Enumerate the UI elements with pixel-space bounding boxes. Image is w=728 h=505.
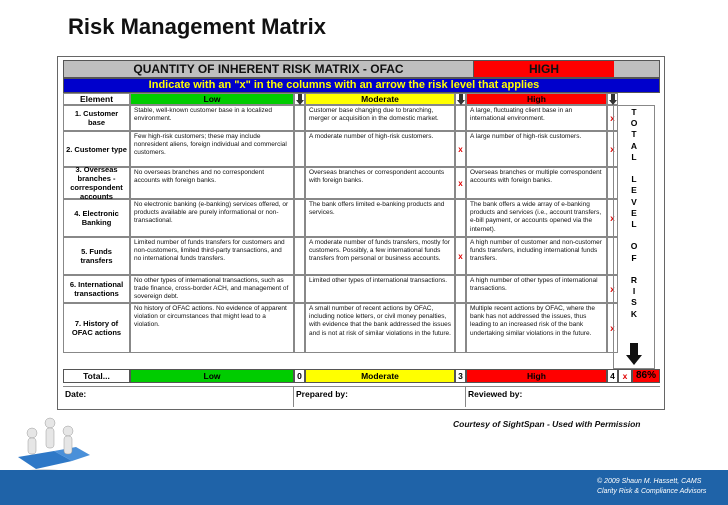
matrix-heading-bar [63, 60, 660, 78]
row-low-mark[interactable] [294, 131, 305, 167]
row-high-mark[interactable]: x [607, 275, 618, 303]
row-high-desc: Overseas branches or multiple correspondent accounts with foreign banks. [466, 167, 607, 199]
row-element: 1. Customer base [63, 105, 130, 131]
row-low-mark[interactable] [294, 199, 305, 237]
down-arrow-icon [626, 343, 642, 365]
row-low-desc: Limited number of funds transfers for customers and non-customers, limited third-party transactions, and no international funds transfers. [130, 237, 294, 275]
page-title: Risk Management Matrix [68, 14, 326, 39]
total-row [63, 369, 660, 383]
row-moderate-desc: A moderate number of funds transfers, mostly for customers. Possibly, a few international funds transfers from personal or business accounts. [305, 237, 455, 275]
row-low-mark[interactable] [294, 237, 305, 275]
row-high-mark[interactable]: x [607, 131, 618, 167]
row-high-desc: A high number of customer and non-customer funds transfers, including international funds transfers. [466, 237, 607, 275]
row-low-desc: No electronic banking (e-banking) services offered, or products available are purely informational or non-transactional. [130, 199, 294, 237]
heading-level: HIGH [473, 61, 614, 77]
total-level-label: T O T A L L E V E L O F R I S K [630, 107, 638, 319]
row-high-mark[interactable]: x [607, 105, 618, 131]
row-element: 6. International transactions [63, 275, 130, 303]
row-element: 3. Overseas branches - correspondent accounts [63, 167, 130, 199]
instruction-text: Indicate with an "x" in the columns with an arrow the risk level that applies [148, 79, 540, 91]
row-moderate-mark[interactable]: x [455, 131, 466, 167]
total-level-column [613, 105, 655, 369]
matrix-row [63, 303, 660, 353]
column-header-row [63, 93, 660, 105]
row-high-mark[interactable]: x [607, 199, 618, 237]
down-arrow-icon [296, 94, 304, 105]
row-moderate-desc: The bank offers limited e-banking products and services. [305, 199, 455, 237]
col-element: Element [63, 93, 130, 105]
signoff-row [63, 386, 660, 407]
row-moderate-desc: A moderate number of high-risk customers. [305, 131, 455, 167]
row-high-desc: Multiple recent actions by OFAC, where the bank has not addressed the issues, thus leading to an increased risk of the bank undertaking similar violations in the future. [466, 303, 607, 353]
total-percent: 86% [632, 369, 660, 383]
row-moderate-mark[interactable]: x [455, 237, 466, 275]
matrix-row [63, 199, 660, 237]
col-high: High [466, 93, 607, 105]
row-element: 4. Electronic Banking [63, 199, 130, 237]
row-low-desc: No other types of international transactions, such as trade finance, cross-border ACH, and management of sovereign debt. [130, 275, 294, 303]
row-moderate-desc: Limited other types of international transactions. [305, 275, 455, 303]
total-mark: x [618, 369, 632, 383]
down-arrow-icon [609, 94, 617, 105]
row-low-mark[interactable] [294, 167, 305, 199]
matrix-heading: QUANTITY OF INHERENT RISK MATRIX - OFAC [133, 62, 404, 76]
copyright [597, 477, 706, 497]
row-low-desc: No history of OFAC actions. No evidence of apparent violation or circumstances that might lead to a violation. [130, 303, 294, 353]
row-high-desc: The bank offers a wide array of e-banking products and services (i.e., account transfers, e-bill payment, or accounts opened via the internet). [466, 199, 607, 237]
high-arrow-cell [607, 93, 618, 105]
prepared-by-field[interactable]: Prepared by: [294, 387, 466, 407]
total-moderate-count: 3 [455, 369, 466, 383]
copyright-line-1: © 2009 Shaun M. Hassett, CAMS [597, 478, 702, 485]
courtesy-note: Courtesy of SightSpan - Used with Permission [453, 419, 641, 429]
row-moderate-mark[interactable] [455, 303, 466, 353]
row-element: 7. History of OFAC actions [63, 303, 130, 353]
down-arrow-icon [457, 94, 465, 105]
row-high-desc: A large, fluctuating client base in an international environment. [466, 105, 607, 131]
row-moderate-mark[interactable]: x [455, 167, 466, 199]
risk-matrix [57, 56, 665, 410]
matrix-row [63, 237, 660, 275]
matrix-row [63, 275, 660, 303]
date-field[interactable]: Date: [63, 387, 294, 407]
row-low-mark[interactable] [294, 303, 305, 353]
row-high-desc: A high number of other types of international transactions. [466, 275, 607, 303]
row-moderate-desc: A small number of recent actions by OFAC, including notice letters, or civil money penalties, with evidence that the bank addressed the issues and is not at risk of similar violations in the future. [305, 303, 455, 353]
col-low: Low [130, 93, 294, 105]
total-high-count: 4 [607, 369, 618, 383]
row-low-desc: Few high-risk customers; these may include nonresident aliens, foreign individual and commercial customers. [130, 131, 294, 167]
total-low: Low [130, 369, 294, 383]
row-moderate-desc: Overseas branches or correspondent accounts with foreign banks. [305, 167, 455, 199]
row-high-desc: A large number of high-risk customers. [466, 131, 607, 167]
row-low-mark[interactable] [294, 105, 305, 131]
copyright-line-2: Clarity Risk & Compliance Advisors [597, 488, 707, 495]
instruction-bar [63, 78, 660, 93]
row-moderate-mark[interactable] [455, 275, 466, 303]
row-moderate-mark[interactable] [455, 199, 466, 237]
matrix-row [63, 167, 660, 199]
total-label: Total... [63, 369, 130, 383]
total-moderate: Moderate [305, 369, 455, 383]
moderate-arrow-cell [455, 93, 466, 105]
row-moderate-mark[interactable] [455, 105, 466, 131]
matrix-row [63, 131, 660, 167]
low-arrow-cell [294, 93, 305, 105]
row-low-desc: Stable, well-known customer base in a localized environment. [130, 105, 294, 131]
row-low-mark[interactable] [294, 275, 305, 303]
row-element: 5. Funds transfers [63, 237, 130, 275]
col-moderate: Moderate [305, 93, 455, 105]
total-high: High [466, 369, 607, 383]
matrix-row [63, 105, 660, 131]
row-low-desc: No overseas branches and no correspondent accounts with foreign banks. [130, 167, 294, 199]
row-high-mark[interactable]: x [607, 303, 618, 353]
row-moderate-desc: Customer base changing due to branching, merger or acquisition in the domestic market. [305, 105, 455, 131]
reviewed-by-field[interactable]: Reviewed by: [468, 389, 523, 399]
row-element: 2. Customer type [63, 131, 130, 167]
total-low-count: 0 [294, 369, 305, 383]
